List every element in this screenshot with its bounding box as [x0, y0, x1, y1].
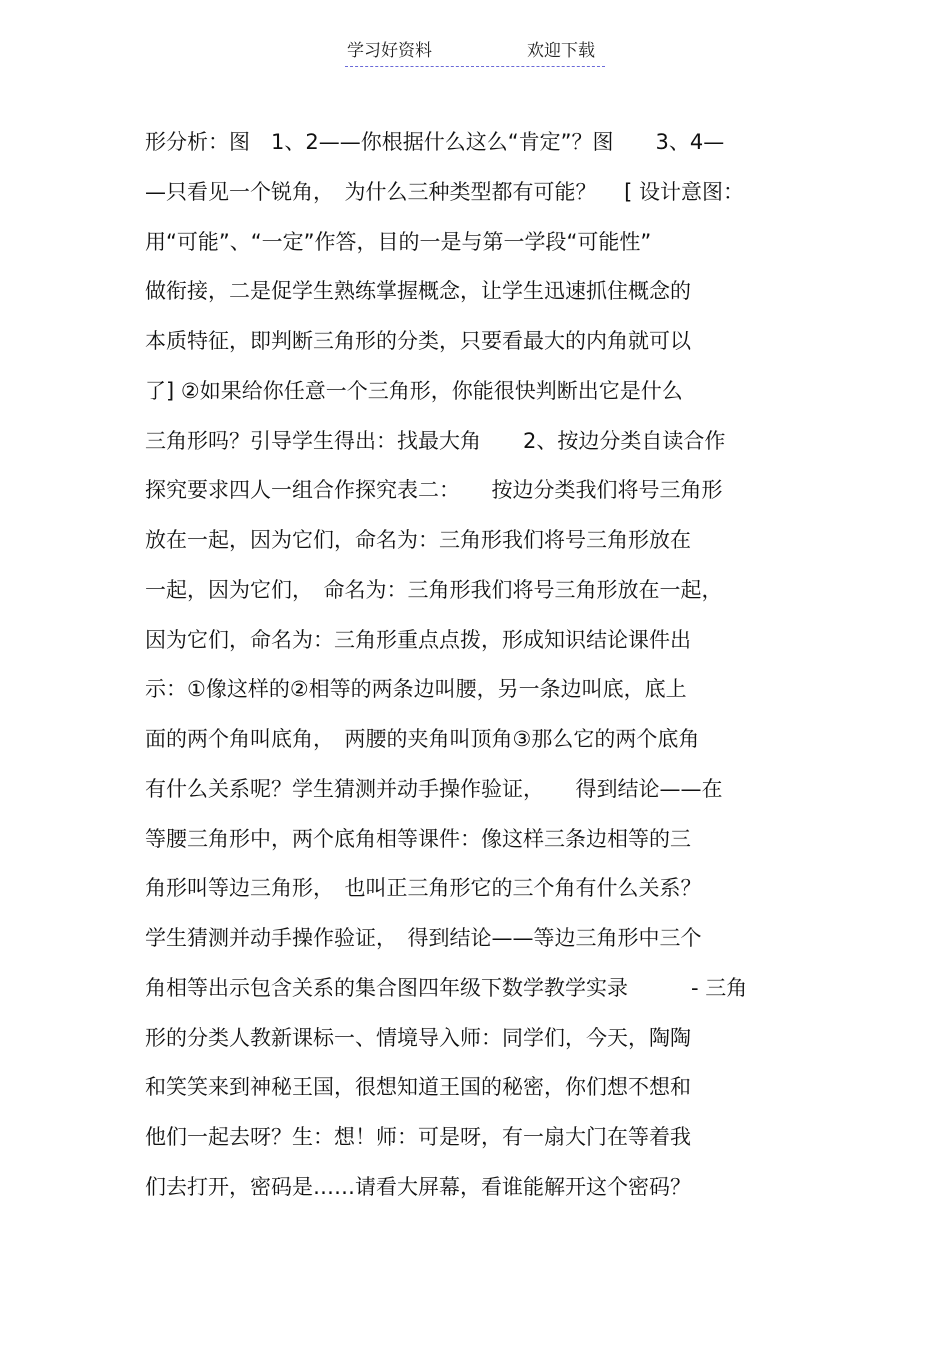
text-line: 示：①像这样的②相等的两条边叫腰，另一条边叫底，底上	[145, 677, 687, 702]
text-line: 一起，因为它们， 命名为：三角形我们将号三角形放在一起，	[145, 577, 723, 602]
text-line: 了] ②如果给你任意一个三角形，你能很快判断出它是什么	[145, 378, 683, 403]
page-header	[345, 40, 605, 67]
text-line: 角形叫等边三角形， 也叫正三角形它的三个角有什么关系？	[145, 876, 702, 901]
text-line: 形分析：图 1、2——你根据什么这么“肯定”？图 3、4—	[145, 130, 725, 154]
text-line: 做衔接，二是促学生熟练掌握概念，让学生迅速抓住概念的	[145, 279, 691, 304]
text-line: 因为它们，命名为：三角形重点点拨，形成知识结论课件出	[145, 627, 691, 652]
text-line: 本质特征，即判断三角形的分类，只要看最大的内角就可以	[145, 329, 691, 353]
text-line: 三角形吗？引导学生得出：找最大角 2、按边分类自读合作	[145, 428, 726, 453]
text-line: 们去打开，密码是……请看大屏幕，看谁能解开这个密码？	[145, 1174, 691, 1199]
text-line: 有什么关系呢？学生猜测并动手操作验证， 得到结论——在	[145, 776, 723, 801]
document-body	[145, 120, 810, 1215]
text-line: 用“可能”、“一定”作答，目的一是与第一学段“可能性”	[145, 229, 652, 254]
text-line: 放在一起，因为它们，命名为：三角形我们将号三角形放在	[145, 528, 691, 552]
text-line: —只看见一个锐角， 为什么三种类型都有可能？ [ 设计意图：	[145, 179, 745, 204]
text-line: 角相等出示包含关系的集合图四年级下数学教学实录 - 三角	[145, 975, 748, 1000]
text-line: 他们一起去呀？生：想！师：可是呀，有一扇大门在等着我	[145, 1125, 691, 1149]
header-right-text: 欢迎下载	[527, 41, 595, 61]
text-line: 学生猜测并动手操作验证， 得到结论——等边三角形中三个	[145, 926, 702, 950]
text-line: 和笑笑来到神秘王国，很想知道王国的秘密，你们想不想和	[145, 1075, 691, 1100]
text-line: 面的两个角叫底角， 两腰的夹角叫顶角③那么它的两个底角	[145, 727, 700, 751]
header-left-text: 学习好资料	[347, 41, 432, 61]
text-line: 探究要求四人一组合作探究表二： 按边分类我们将号三角形	[145, 478, 723, 503]
text-line: 形的分类人教新课标一、情境导入师：同学们，今天，陶陶	[145, 1025, 691, 1050]
text-line: 等腰三角形中，两个底角相等课件：像这样三条边相等的三	[145, 826, 691, 851]
